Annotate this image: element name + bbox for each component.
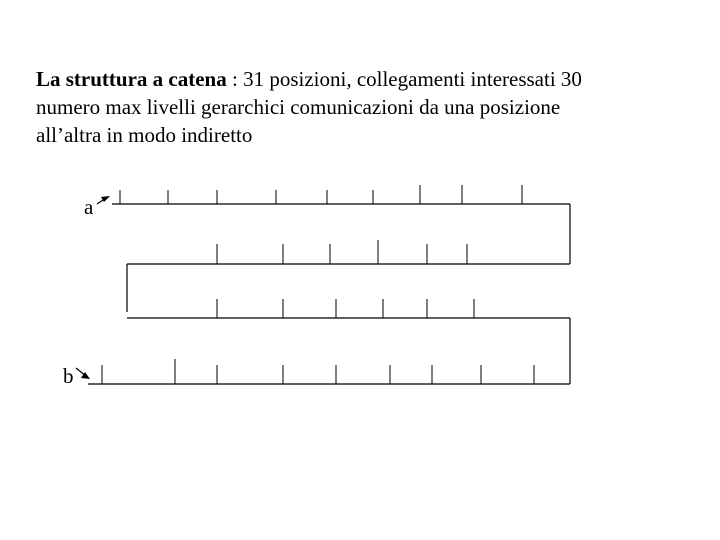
point-a-marker xyxy=(84,195,110,219)
title-rest: : 31 posizioni, collegamenti interessati 30 xyxy=(226,67,582,91)
chain-path xyxy=(88,204,570,384)
point-b-marker xyxy=(63,364,90,388)
text-line-3: all’altra in modo indiretto xyxy=(36,123,253,147)
label-a: a xyxy=(84,195,94,219)
text-line-2: numero max livelli gerarchici comunicazioni da una posizione xyxy=(36,95,561,119)
row-1-positions xyxy=(120,185,522,204)
row-2-positions xyxy=(217,240,467,264)
label-b: b xyxy=(63,364,74,388)
title-bold: La struttura a catena xyxy=(36,67,227,91)
row-4-positions xyxy=(102,359,534,384)
row-3-positions xyxy=(217,299,474,318)
